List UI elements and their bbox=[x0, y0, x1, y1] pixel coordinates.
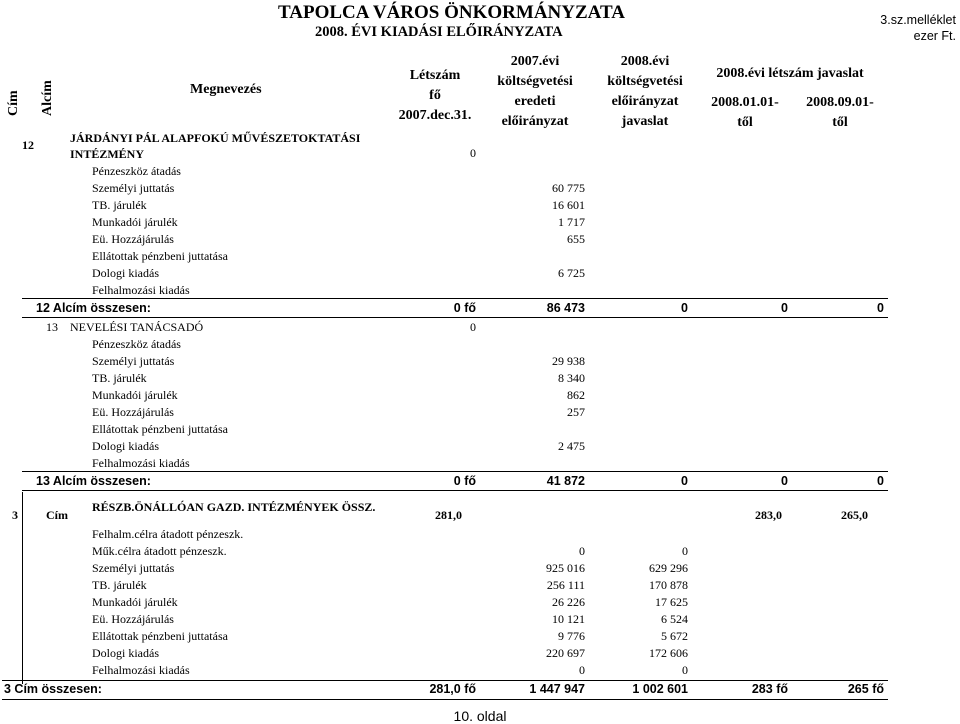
block13-name: NEVELÉSI TANÁCSADÓ bbox=[70, 320, 204, 334]
b3-summary-label: 3 Cím összesen: bbox=[4, 682, 102, 696]
header-eredeti-4: előirányzat bbox=[501, 114, 569, 129]
b12-summary-top-rule bbox=[22, 298, 888, 299]
b3-row-4-label: Munkadói járulék bbox=[92, 595, 178, 609]
b3-summary-l1: 283 fő bbox=[751, 682, 788, 696]
b3-row-7-label: Dologi kiadás bbox=[92, 646, 159, 660]
b13-row-6-eredeti: 2 475 bbox=[558, 439, 585, 453]
block12-name-1: JÁRDÁNYI PÁL ALAPFOKÚ MŰVÉSZETOKTATÁSI bbox=[70, 131, 361, 145]
cim-number-3: 3 bbox=[12, 508, 18, 522]
b3-row-2-eredeti: 925 016 bbox=[546, 561, 585, 575]
header-megnevezes: Megnevezés bbox=[190, 82, 262, 97]
b13-row-5-label: Ellátottak pénzbeni juttatása bbox=[92, 422, 228, 436]
header-letszam-1: Létszám bbox=[409, 68, 461, 83]
b12-summary-letszam: 0 fő bbox=[453, 301, 476, 315]
b13-row-6-label: Dologi kiadás bbox=[92, 439, 159, 453]
block3-l1: 283,0 bbox=[755, 508, 782, 522]
b3-left-border bbox=[22, 492, 23, 684]
block3-letszam: 281,0 bbox=[435, 508, 462, 522]
b3-row-6-label: Ellátottak pénzbeni juttatása bbox=[92, 629, 228, 643]
b13-row-2-eredeti: 8 340 bbox=[558, 371, 585, 385]
header-alcim: Alcím bbox=[40, 80, 55, 116]
alcim-number-13: 13 bbox=[46, 320, 58, 334]
b13-row-3-eredeti: 862 bbox=[567, 388, 585, 402]
b3-row-8-label: Felhalmozási kiadás bbox=[92, 663, 190, 677]
unit-text: ezer Ft. bbox=[913, 29, 956, 43]
alcim-number-12: 12 bbox=[22, 138, 34, 152]
b3-row-1-javaslat: 0 bbox=[682, 544, 688, 558]
b3-row-8-javaslat: 0 bbox=[682, 663, 688, 677]
header-letszam bbox=[388, 66, 482, 126]
b12-row-2-label: TB. járulék bbox=[92, 198, 147, 212]
header-eredeti-3: eredeti bbox=[514, 94, 556, 109]
block13-letszam: 0 bbox=[470, 320, 476, 334]
b13-row-4-eredeti: 257 bbox=[567, 405, 585, 419]
b3-row-6-eredeti: 9 776 bbox=[558, 629, 585, 643]
b13-row-2-label: TB. járulék bbox=[92, 371, 147, 385]
header-tol1-2: től bbox=[737, 115, 753, 130]
b3-row-5-eredeti: 10 121 bbox=[552, 612, 585, 626]
header-letszam-javaslat: 2008.évi létszám javaslat bbox=[716, 66, 864, 81]
b13-summary-l2: 0 bbox=[877, 474, 884, 488]
b3-summary-top-rule bbox=[2, 680, 888, 681]
page-title: TAPOLCA VÁROS ÖNKORMÁNYZATA bbox=[278, 2, 625, 23]
header-eredeti-2: költségvetési bbox=[497, 74, 573, 89]
b3-summary-eredeti: 1 447 947 bbox=[529, 682, 585, 696]
block3-l2: 265,0 bbox=[841, 508, 868, 522]
block12-name-2: INTÉZMÉNY bbox=[70, 147, 145, 161]
header-eredeti bbox=[482, 52, 588, 132]
b12-row-7-label: Felhalmozási kiadás bbox=[92, 283, 190, 297]
header-tol1-1: 2008.01.01- bbox=[711, 95, 779, 110]
b3-row-1-label: Műk.célra átadott pénzeszk. bbox=[92, 544, 227, 558]
b13-row-7-label: Felhalmozási kiadás bbox=[92, 456, 190, 470]
header-javaslat bbox=[592, 52, 698, 132]
b3-row-8-eredeti: 0 bbox=[579, 663, 585, 677]
page-number: 10. oldal bbox=[453, 708, 507, 724]
b3-row-3-label: TB. járulék bbox=[92, 578, 147, 592]
b12-row-4-label: Eü. Hozzájárulás bbox=[92, 232, 174, 246]
b12-summary-eredeti: 86 473 bbox=[546, 301, 585, 315]
header-javaslat-1: 2008.évi bbox=[620, 54, 670, 69]
b3-row-0-label: Felhalm.célra átadott pénzeszk. bbox=[92, 527, 244, 541]
b3-row-4-javaslat: 17 625 bbox=[655, 595, 688, 609]
b13-row-0-label: Pénzeszköz átadás bbox=[92, 337, 181, 351]
b12-summary-l1: 0 bbox=[781, 301, 788, 315]
b12-row-3-label: Munkadói járulék bbox=[92, 215, 178, 229]
b3-row-2-javaslat: 629 296 bbox=[649, 561, 688, 575]
b12-summary-javaslat: 0 bbox=[681, 301, 688, 315]
header-javaslat-4: javaslat bbox=[621, 114, 669, 129]
header-javaslat-2: költségvetési bbox=[607, 74, 683, 89]
b13-row-1-eredeti: 29 938 bbox=[552, 354, 585, 368]
b13-summary-bottom-rule bbox=[22, 490, 888, 491]
b13-row-1-label: Személyi juttatás bbox=[92, 354, 175, 368]
header-tol2 bbox=[795, 93, 885, 133]
header-letszam-3: 2007.dec.31. bbox=[398, 108, 472, 123]
b12-row-0-label: Pénzeszköz átadás bbox=[92, 164, 181, 178]
b3-summary-bottom-rule bbox=[2, 699, 888, 700]
b12-row-6-label: Dologi kiadás bbox=[92, 266, 159, 280]
b3-summary-l2: 265 fő bbox=[847, 682, 884, 696]
b13-summary-label: 13 Alcím összesen: bbox=[36, 474, 151, 488]
b3-row-7-javaslat: 172 606 bbox=[649, 646, 688, 660]
block12-letszam: 0 bbox=[470, 146, 476, 160]
block12-name bbox=[70, 130, 360, 162]
melleklet-text: 3.sz.melléklet bbox=[880, 13, 956, 27]
header-letszam-2: fő bbox=[429, 88, 441, 103]
b13-row-3-label: Munkadói járulék bbox=[92, 388, 178, 402]
b3-summary-letszam: 281,0 fő bbox=[429, 682, 476, 696]
page-subtitle: 2008. ÉVI KIADÁSI ELŐIRÁNYZATA bbox=[315, 24, 563, 40]
b12-summary-label: 12 Alcím összesen: bbox=[36, 301, 151, 315]
b3-row-3-javaslat: 170 878 bbox=[649, 578, 688, 592]
b3-row-6-javaslat: 5 672 bbox=[661, 629, 688, 643]
b13-summary-l1: 0 bbox=[781, 474, 788, 488]
b13-summary-top-rule bbox=[22, 471, 888, 472]
header-tol1 bbox=[700, 93, 790, 133]
b3-row-1-eredeti: 0 bbox=[579, 544, 585, 558]
cim-label: Cím bbox=[46, 508, 68, 522]
b13-summary-eredeti: 41 872 bbox=[546, 474, 585, 488]
b12-summary-l2: 0 bbox=[877, 301, 884, 315]
block3-name: RÉSZB.ÖNÁLLÓAN GAZD. INTÉZMÉNYEK ÖSSZ. bbox=[92, 500, 376, 514]
b12-summary-bottom-rule bbox=[22, 317, 888, 318]
b13-summary-letszam: 0 fő bbox=[453, 474, 476, 488]
b3-row-7-eredeti: 220 697 bbox=[546, 646, 585, 660]
b13-row-4-label: Eü. Hozzájárulás bbox=[92, 405, 174, 419]
header-javaslat-3: előirányzat bbox=[611, 94, 679, 109]
header-tol2-1: 2008.09.01- bbox=[806, 95, 874, 110]
b3-row-4-eredeti: 26 226 bbox=[552, 595, 585, 609]
b12-row-3-eredeti: 1 717 bbox=[558, 215, 585, 229]
b12-row-4-eredeti: 655 bbox=[567, 232, 585, 246]
b3-row-2-label: Személyi juttatás bbox=[92, 561, 175, 575]
header-cim: Cím bbox=[6, 90, 21, 116]
b12-row-1-label: Személyi juttatás bbox=[92, 181, 175, 195]
header-tol2-2: től bbox=[832, 115, 848, 130]
b13-summary-javaslat: 0 bbox=[681, 474, 688, 488]
b12-row-6-eredeti: 6 725 bbox=[558, 266, 585, 280]
header-eredeti-1: 2007.évi bbox=[510, 54, 560, 69]
b12-row-2-eredeti: 16 601 bbox=[552, 198, 585, 212]
b3-summary-javaslat: 1 002 601 bbox=[632, 682, 688, 696]
b12-row-1-eredeti: 60 775 bbox=[552, 181, 585, 195]
attachment-label bbox=[880, 12, 956, 44]
b3-row-5-label: Eü. Hozzájárulás bbox=[92, 612, 174, 626]
b3-row-5-javaslat: 6 524 bbox=[661, 612, 688, 626]
b12-row-5-label: Ellátottak pénzbeni juttatása bbox=[92, 249, 228, 263]
b3-row-3-eredeti: 256 111 bbox=[546, 578, 585, 592]
